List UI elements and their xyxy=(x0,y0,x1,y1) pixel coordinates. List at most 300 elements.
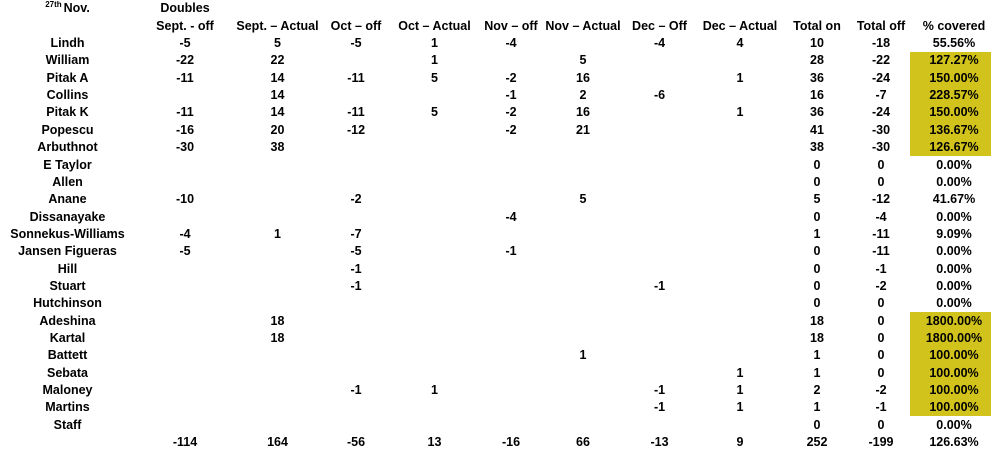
value-cell[interactable] xyxy=(477,278,545,295)
value-cell[interactable]: 0 xyxy=(813,296,821,311)
value-cell[interactable]: -5 xyxy=(350,36,362,51)
value-cell[interactable] xyxy=(392,278,477,295)
value-cell[interactable] xyxy=(477,156,545,173)
percent-covered-cell[interactable]: 228.57% xyxy=(910,87,991,104)
value-cell[interactable] xyxy=(235,278,320,295)
value-cell[interactable] xyxy=(477,382,545,399)
value-cell[interactable]: 16 xyxy=(576,70,590,85)
total-cell[interactable]: -114 xyxy=(172,435,198,450)
value-cell[interactable] xyxy=(621,260,698,277)
date-cell[interactable] xyxy=(0,0,135,17)
value-cell[interactable] xyxy=(235,156,320,173)
value-cell[interactable] xyxy=(477,399,545,416)
value-cell[interactable]: 1 xyxy=(813,226,821,241)
value-cell[interactable] xyxy=(621,295,698,312)
value-cell[interactable] xyxy=(320,87,392,104)
percent-covered-cell[interactable]: 0.00% xyxy=(936,157,972,172)
value-cell[interactable] xyxy=(545,295,621,312)
value-cell[interactable]: 18 xyxy=(810,330,824,345)
value-cell[interactable] xyxy=(698,173,782,190)
column-header-4[interactable]: Nov – off xyxy=(484,18,538,33)
value-cell[interactable] xyxy=(392,330,477,347)
value-cell[interactable]: -4 xyxy=(653,36,666,51)
value-cell[interactable] xyxy=(545,35,621,52)
value-cell[interactable] xyxy=(621,243,698,260)
value-cell[interactable] xyxy=(392,121,477,138)
value-cell[interactable]: 36 xyxy=(810,105,824,120)
value-cell[interactable] xyxy=(135,278,235,295)
value-cell[interactable] xyxy=(545,139,621,156)
value-cell[interactable]: -11 xyxy=(872,244,890,259)
value-cell[interactable] xyxy=(477,139,545,156)
value-cell[interactable]: 1 xyxy=(579,348,587,363)
percent-covered-cell[interactable]: 0.00% xyxy=(936,417,972,432)
value-cell[interactable] xyxy=(477,364,545,381)
total-cell[interactable]: -13 xyxy=(650,435,669,450)
value-cell[interactable]: 1 xyxy=(274,226,281,241)
value-cell[interactable]: 14 xyxy=(270,88,285,103)
value-cell[interactable] xyxy=(320,295,392,312)
value-cell[interactable] xyxy=(135,330,235,347)
value-cell[interactable]: -10 xyxy=(175,192,195,207)
column-header-9[interactable]: Total off xyxy=(856,18,906,33)
total-cell[interactable]: 126.63% xyxy=(929,435,979,450)
value-cell[interactable]: 4 xyxy=(736,36,744,51)
value-cell[interactable] xyxy=(477,312,545,329)
value-cell[interactable]: 0 xyxy=(877,313,885,328)
column-header-7[interactable]: Dec – Actual xyxy=(702,18,778,33)
value-cell[interactable] xyxy=(477,191,545,208)
value-cell[interactable] xyxy=(698,278,782,295)
value-cell[interactable] xyxy=(392,208,477,225)
value-cell[interactable] xyxy=(545,278,621,295)
value-cell[interactable]: -11 xyxy=(176,70,194,85)
value-cell[interactable] xyxy=(320,416,392,433)
value-cell[interactable] xyxy=(621,347,698,364)
value-cell[interactable]: -22 xyxy=(175,53,195,68)
value-cell[interactable]: -4 xyxy=(179,226,191,241)
value-cell[interactable]: -22 xyxy=(871,53,891,68)
value-cell[interactable] xyxy=(235,173,320,190)
value-cell[interactable]: 1 xyxy=(736,400,744,415)
value-cell[interactable]: 5 xyxy=(274,36,281,51)
value-cell[interactable]: 2 xyxy=(813,382,821,397)
value-cell[interactable] xyxy=(392,312,477,329)
value-cell[interactable] xyxy=(621,225,698,242)
row-name[interactable]: Hill xyxy=(57,261,78,276)
value-cell[interactable]: -1 xyxy=(505,244,517,259)
value-cell[interactable]: 5 xyxy=(579,53,587,68)
column-header-8[interactable]: Total on xyxy=(793,18,841,33)
total-cell[interactable]: -16 xyxy=(501,435,521,450)
value-cell[interactable] xyxy=(621,121,698,138)
value-cell[interactable] xyxy=(698,416,782,433)
value-cell[interactable] xyxy=(621,191,698,208)
value-cell[interactable] xyxy=(698,312,782,329)
value-cell[interactable] xyxy=(392,139,477,156)
column-header-2[interactable]: Oct – off xyxy=(330,18,382,33)
total-cell[interactable]: 9 xyxy=(736,435,744,450)
value-cell[interactable] xyxy=(235,347,320,364)
value-cell[interactable] xyxy=(320,312,392,329)
value-cell[interactable]: 14 xyxy=(270,105,285,120)
value-cell[interactable] xyxy=(698,208,782,225)
row-name[interactable]: Anane xyxy=(48,192,87,207)
value-cell[interactable]: 14 xyxy=(270,70,285,85)
value-cell[interactable] xyxy=(392,260,477,277)
value-cell[interactable]: 22 xyxy=(270,53,285,68)
value-cell[interactable] xyxy=(477,260,545,277)
value-cell[interactable] xyxy=(235,399,320,416)
column-header-10[interactable]: % covered xyxy=(922,18,986,33)
percent-covered-cell[interactable]: 136.67% xyxy=(910,121,991,138)
value-cell[interactable] xyxy=(477,52,545,69)
value-cell[interactable] xyxy=(545,364,621,381)
value-cell[interactable]: -1 xyxy=(653,278,666,293)
value-cell[interactable] xyxy=(235,243,320,260)
value-cell[interactable] xyxy=(235,208,320,225)
value-cell[interactable] xyxy=(392,243,477,260)
value-cell[interactable]: 5 xyxy=(431,105,438,120)
value-cell[interactable]: -7 xyxy=(875,88,887,103)
value-cell[interactable]: 5 xyxy=(431,70,438,85)
value-cell[interactable] xyxy=(621,69,698,86)
value-cell[interactable]: 1 xyxy=(736,70,744,85)
row-name[interactable]: Pitak A xyxy=(46,70,89,85)
value-cell[interactable]: 10 xyxy=(810,36,824,51)
value-cell[interactable] xyxy=(135,399,235,416)
value-cell[interactable] xyxy=(621,208,698,225)
value-cell[interactable]: -1 xyxy=(350,261,362,276)
total-cell[interactable]: 164 xyxy=(267,435,288,450)
value-cell[interactable]: 1 xyxy=(431,382,438,397)
value-cell[interactable] xyxy=(545,260,621,277)
value-cell[interactable] xyxy=(320,399,392,416)
value-cell[interactable] xyxy=(545,382,621,399)
value-cell[interactable] xyxy=(545,243,621,260)
value-cell[interactable]: 0 xyxy=(877,296,885,311)
percent-covered-cell[interactable]: 100.00% xyxy=(910,347,991,364)
value-cell[interactable] xyxy=(320,364,392,381)
total-cell[interactable]: -199 xyxy=(868,435,894,450)
value-cell[interactable]: -2 xyxy=(350,192,362,207)
percent-covered-cell[interactable]: 0.00% xyxy=(936,261,972,276)
value-cell[interactable] xyxy=(135,260,235,277)
value-cell[interactable]: -1 xyxy=(350,278,362,293)
value-cell[interactable] xyxy=(135,87,235,104)
value-cell[interactable]: 1 xyxy=(813,348,821,363)
row-name[interactable]: Dissanayake xyxy=(29,209,106,224)
value-cell[interactable]: 0 xyxy=(813,244,821,259)
row-name[interactable]: Arbuthnot xyxy=(37,140,98,155)
row-name[interactable]: Sebata xyxy=(47,365,88,380)
value-cell[interactable] xyxy=(477,225,545,242)
value-cell[interactable] xyxy=(235,364,320,381)
percent-covered-cell[interactable]: 0.00% xyxy=(936,296,972,311)
value-cell[interactable]: -11 xyxy=(176,105,194,120)
value-cell[interactable]: -2 xyxy=(875,382,887,397)
value-cell[interactable]: 20 xyxy=(270,122,285,137)
value-cell[interactable]: 0 xyxy=(877,365,885,380)
doubles-group-header[interactable]: Doubles xyxy=(160,1,210,16)
value-cell[interactable] xyxy=(477,416,545,433)
value-cell[interactable]: -5 xyxy=(179,36,191,51)
value-cell[interactable]: -4 xyxy=(875,209,887,224)
value-cell[interactable]: 0 xyxy=(877,417,885,432)
value-cell[interactable] xyxy=(621,173,698,190)
percent-covered-cell[interactable]: 0.00% xyxy=(936,174,972,189)
row-name[interactable]: Martins xyxy=(45,400,90,415)
value-cell[interactable]: 28 xyxy=(810,53,824,68)
value-cell[interactable] xyxy=(135,295,235,312)
value-cell[interactable]: 0 xyxy=(877,330,885,345)
value-cell[interactable] xyxy=(698,52,782,69)
value-cell[interactable] xyxy=(392,364,477,381)
total-cell[interactable]: 13 xyxy=(427,435,442,450)
value-cell[interactable] xyxy=(135,416,235,433)
value-cell[interactable]: 0 xyxy=(813,278,821,293)
value-cell[interactable]: 36 xyxy=(810,70,824,85)
value-cell[interactable] xyxy=(698,139,782,156)
value-cell[interactable] xyxy=(621,104,698,121)
value-cell[interactable]: -2 xyxy=(505,70,517,85)
value-cell[interactable]: 1 xyxy=(736,382,744,397)
value-cell[interactable] xyxy=(392,156,477,173)
row-name[interactable]: Jansen Figueras xyxy=(18,244,117,259)
row-name[interactable]: Battett xyxy=(47,348,88,363)
value-cell[interactable]: -5 xyxy=(350,244,362,259)
value-cell[interactable] xyxy=(235,191,320,208)
row-name[interactable]: Stuart xyxy=(49,278,86,293)
row-name[interactable]: Sonnekus-Williams xyxy=(10,226,125,241)
percent-covered-cell[interactable]: 1800.00% xyxy=(910,312,991,329)
value-cell[interactable]: 0 xyxy=(813,417,821,432)
percent-covered-cell[interactable]: 150.00% xyxy=(910,69,991,86)
percent-covered-cell[interactable]: 0.00% xyxy=(936,278,972,293)
value-cell[interactable]: 0 xyxy=(813,157,821,172)
value-cell[interactable]: 1 xyxy=(431,36,438,51)
value-cell[interactable] xyxy=(392,416,477,433)
value-cell[interactable]: 2 xyxy=(579,88,587,103)
value-cell[interactable] xyxy=(135,382,235,399)
value-cell[interactable] xyxy=(545,173,621,190)
value-cell[interactable]: 1 xyxy=(813,365,821,380)
value-cell[interactable]: -24 xyxy=(871,70,891,85)
value-cell[interactable] xyxy=(320,347,392,364)
row-name[interactable]: Maloney xyxy=(42,382,93,397)
value-cell[interactable]: -30 xyxy=(871,140,891,155)
value-cell[interactable] xyxy=(621,312,698,329)
value-cell[interactable]: -12 xyxy=(871,192,891,207)
value-cell[interactable] xyxy=(698,243,782,260)
value-cell[interactable]: 1 xyxy=(736,365,744,380)
value-cell[interactable]: 38 xyxy=(810,140,824,155)
value-cell[interactable]: 0 xyxy=(877,174,885,189)
value-cell[interactable] xyxy=(320,156,392,173)
row-name[interactable]: Kartal xyxy=(49,330,86,345)
value-cell[interactable]: -1 xyxy=(653,382,666,397)
value-cell[interactable] xyxy=(545,330,621,347)
value-cell[interactable] xyxy=(545,156,621,173)
value-cell[interactable]: -1 xyxy=(875,261,887,276)
row-name[interactable]: Allen xyxy=(52,174,83,189)
percent-covered-cell[interactable]: 1800.00% xyxy=(910,330,991,347)
value-cell[interactable]: -1 xyxy=(653,400,666,415)
value-cell[interactable] xyxy=(621,139,698,156)
value-cell[interactable]: 0 xyxy=(813,209,821,224)
value-cell[interactable] xyxy=(698,121,782,138)
value-cell[interactable] xyxy=(477,330,545,347)
value-cell[interactable]: -18 xyxy=(871,36,891,51)
percent-covered-cell[interactable]: 127.27% xyxy=(910,52,991,69)
column-header-5[interactable]: Nov – Actual xyxy=(545,18,621,33)
total-cell[interactable]: 252 xyxy=(806,435,828,450)
value-cell[interactable]: 16 xyxy=(810,88,824,103)
value-cell[interactable]: -1 xyxy=(875,400,887,415)
value-cell[interactable]: -2 xyxy=(505,122,517,137)
value-cell[interactable] xyxy=(392,225,477,242)
value-cell[interactable] xyxy=(545,312,621,329)
value-cell[interactable] xyxy=(392,399,477,416)
value-cell[interactable]: -11 xyxy=(347,105,365,120)
column-header-3[interactable]: Oct – Actual xyxy=(398,18,471,33)
value-cell[interactable]: 5 xyxy=(579,192,587,207)
value-cell[interactable] xyxy=(320,330,392,347)
value-cell[interactable] xyxy=(545,416,621,433)
value-cell[interactable] xyxy=(698,260,782,277)
value-cell[interactable] xyxy=(698,225,782,242)
value-cell[interactable] xyxy=(545,225,621,242)
value-cell[interactable] xyxy=(621,364,698,381)
percent-covered-cell[interactable]: 9.09% xyxy=(936,226,972,241)
column-header-6[interactable]: Dec – Off xyxy=(632,18,687,33)
row-name[interactable]: Hutchinson xyxy=(33,296,102,311)
value-cell[interactable]: -1 xyxy=(350,382,362,397)
value-cell[interactable]: 38 xyxy=(270,140,285,155)
value-cell[interactable]: -4 xyxy=(505,36,517,51)
value-cell[interactable] xyxy=(320,139,392,156)
row-name[interactable]: William xyxy=(45,53,90,68)
value-cell[interactable]: -11 xyxy=(872,226,890,241)
percent-covered-cell[interactable]: 0.00% xyxy=(936,244,972,259)
row-name[interactable]: Adeshina xyxy=(39,313,96,328)
row-name[interactable]: Staff xyxy=(53,417,82,432)
value-cell[interactable] xyxy=(235,382,320,399)
value-cell[interactable]: -16 xyxy=(175,122,195,137)
value-cell[interactable] xyxy=(235,295,320,312)
value-cell[interactable] xyxy=(698,295,782,312)
percent-covered-cell[interactable]: 126.67% xyxy=(910,139,991,156)
value-cell[interactable]: -1 xyxy=(505,88,517,103)
value-cell[interactable] xyxy=(545,399,621,416)
value-cell[interactable] xyxy=(392,173,477,190)
total-cell[interactable]: -56 xyxy=(346,435,366,450)
value-cell[interactable]: 18 xyxy=(810,313,824,328)
value-cell[interactable]: 21 xyxy=(576,122,590,137)
value-cell[interactable] xyxy=(135,364,235,381)
value-cell[interactable] xyxy=(135,156,235,173)
column-header-1[interactable]: Sept. – Actual xyxy=(236,18,319,33)
value-cell[interactable] xyxy=(621,156,698,173)
value-cell[interactable]: 0 xyxy=(877,157,885,172)
value-cell[interactable]: 0 xyxy=(877,348,885,363)
value-cell[interactable]: 18 xyxy=(270,313,285,328)
value-cell[interactable] xyxy=(545,208,621,225)
value-cell[interactable]: -7 xyxy=(350,226,362,241)
value-cell[interactable] xyxy=(621,416,698,433)
value-cell[interactable] xyxy=(392,347,477,364)
column-header-0[interactable]: Sept. - off xyxy=(156,18,214,33)
value-cell[interactable]: 18 xyxy=(270,330,285,345)
value-cell[interactable] xyxy=(621,52,698,69)
value-cell[interactable] xyxy=(698,330,782,347)
value-cell[interactable] xyxy=(477,173,545,190)
value-cell[interactable]: 5 xyxy=(813,192,821,207)
value-cell[interactable] xyxy=(698,156,782,173)
row-name[interactable]: E Taylor xyxy=(43,157,92,172)
percent-covered-cell[interactable]: 0.00% xyxy=(936,209,972,224)
value-cell[interactable] xyxy=(477,295,545,312)
value-cell[interactable] xyxy=(320,173,392,190)
percent-covered-cell[interactable]: 41.67% xyxy=(932,192,976,207)
value-cell[interactable]: 41 xyxy=(810,122,824,137)
value-cell[interactable] xyxy=(621,330,698,347)
value-cell[interactable]: 1 xyxy=(431,53,438,68)
value-cell[interactable]: -12 xyxy=(346,122,366,137)
value-cell[interactable]: -5 xyxy=(179,244,191,259)
value-cell[interactable] xyxy=(135,208,235,225)
value-cell[interactable] xyxy=(698,191,782,208)
value-cell[interactable] xyxy=(477,347,545,364)
value-cell[interactable] xyxy=(698,347,782,364)
value-cell[interactable]: -11 xyxy=(347,70,365,85)
percent-covered-cell[interactable]: 150.00% xyxy=(910,104,991,121)
value-cell[interactable]: -30 xyxy=(175,140,195,155)
value-cell[interactable] xyxy=(392,87,477,104)
value-cell[interactable] xyxy=(392,191,477,208)
value-cell[interactable]: -2 xyxy=(505,105,517,120)
value-cell[interactable] xyxy=(235,416,320,433)
value-cell[interactable] xyxy=(135,173,235,190)
value-cell[interactable]: 1 xyxy=(813,400,821,415)
percent-covered-cell[interactable]: 100.00% xyxy=(910,382,991,399)
total-cell[interactable]: 66 xyxy=(576,435,590,450)
value-cell[interactable] xyxy=(392,295,477,312)
value-cell[interactable] xyxy=(235,260,320,277)
value-cell[interactable]: -2 xyxy=(875,278,887,293)
value-cell[interactable]: -30 xyxy=(871,122,891,137)
value-cell[interactable]: 0 xyxy=(813,174,821,189)
value-cell[interactable]: 1 xyxy=(736,105,744,120)
percent-covered-cell[interactable]: 100.00% xyxy=(910,364,991,381)
value-cell[interactable]: -4 xyxy=(505,209,517,224)
value-cell[interactable] xyxy=(135,312,235,329)
row-name[interactable]: Pitak K xyxy=(46,105,89,120)
value-cell[interactable] xyxy=(320,52,392,69)
row-name[interactable]: Lindh xyxy=(50,36,85,51)
value-cell[interactable] xyxy=(698,87,782,104)
row-name[interactable]: Popescu xyxy=(41,122,94,137)
value-cell[interactable]: 0 xyxy=(813,261,821,276)
value-cell[interactable]: -6 xyxy=(653,88,666,103)
row-name[interactable]: Collins xyxy=(46,88,89,103)
percent-covered-cell[interactable]: 55.56% xyxy=(932,36,976,51)
value-cell[interactable]: 16 xyxy=(576,105,590,120)
value-cell[interactable] xyxy=(135,347,235,364)
value-cell[interactable] xyxy=(320,208,392,225)
value-cell[interactable]: -24 xyxy=(871,105,891,120)
percent-covered-cell[interactable]: 100.00% xyxy=(910,399,991,416)
